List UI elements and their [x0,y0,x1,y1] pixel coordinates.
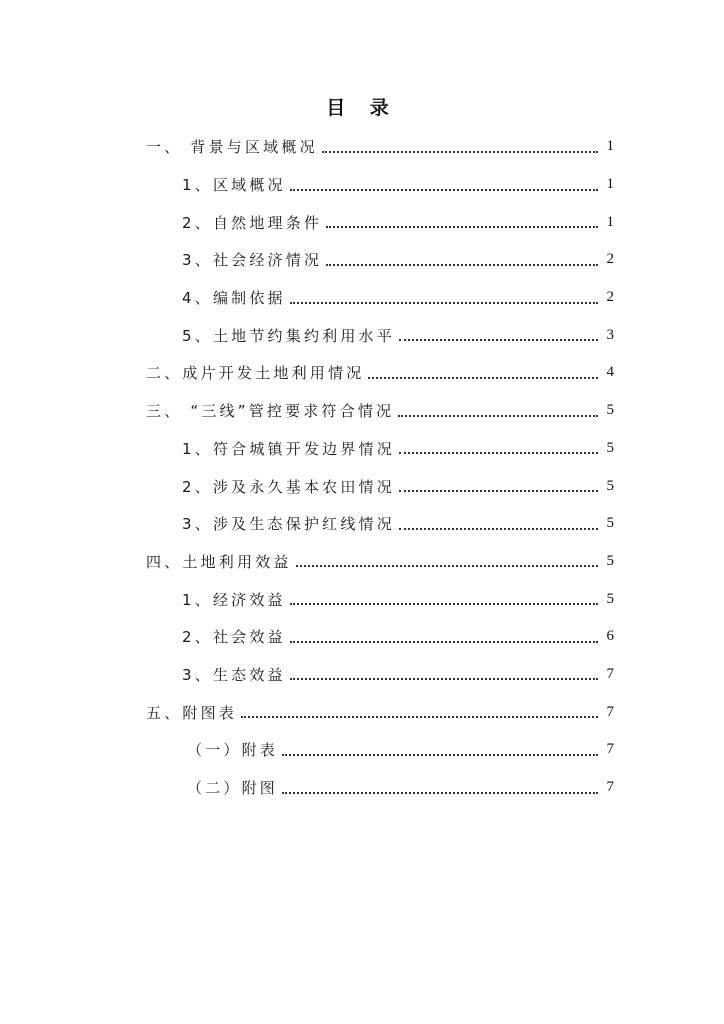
toc-dot-leader [290,189,598,191]
toc-entry-label: （二）附图 [187,779,279,798]
toc-page-number: 7 [606,665,614,682]
toc-entry-4-2[interactable] [0,618,724,656]
toc-dot-leader [399,452,598,454]
toc-page-number: 5 [606,552,614,569]
toc-entry-5-2[interactable] [0,769,724,807]
toc-entry-1-4[interactable] [0,279,724,317]
toc-entry-3-1[interactable] [0,430,724,468]
toc-entry-label: 二、成片开发土地利用情况 [146,364,365,383]
toc-entry-section-4[interactable] [0,543,724,581]
toc-entry-3-3[interactable] [0,505,724,543]
toc-dot-leader [290,603,598,605]
toc-page-number: 2 [606,251,614,268]
toc-entry-label: 1、区域概况 [182,176,286,195]
toc-dot-leader [282,754,598,756]
toc-entry-label: 三、 “三线”管控要求符合情况 [146,402,395,421]
toc-page-number: 5 [606,515,614,532]
toc-entry-section-2[interactable] [0,354,724,392]
toc-entry-label: 5、土地节约集约利用水平 [182,326,395,345]
toc-page-number: 1 [606,176,614,193]
toc-dot-leader [282,792,598,794]
toc-entry-5-1[interactable] [0,731,724,769]
toc-dot-leader [326,264,598,266]
toc-entry-label: 3、社会经济情况 [182,251,323,270]
toc-dot-leader [398,415,598,417]
toc-dot-leader [399,339,598,341]
toc-entry-4-3[interactable] [0,656,724,694]
toc-page-number: 1 [606,138,614,155]
toc-page-number: 6 [606,628,614,645]
toc-entry-label: 3、生态效益 [182,665,286,684]
toc-entry-1-3[interactable] [0,241,724,279]
toc-entry-label: 1、符合城镇开发边界情况 [182,439,395,458]
toc-dot-leader [399,528,598,530]
toc-dot-leader [399,490,598,492]
toc-entry-1-2[interactable] [0,203,724,241]
toc-entry-section-5[interactable] [0,693,724,731]
toc-entry-section-1[interactable] [0,128,724,166]
toc-dot-leader [290,641,598,643]
toc-page-number: 7 [606,779,614,796]
toc-page-number: 7 [606,741,614,758]
toc-entry-label: 四、土地利用效益 [146,552,292,571]
toc-entry-label: 一、 背景与区域概况 [146,138,318,157]
toc-dot-leader [296,565,598,567]
toc-page-number: 3 [606,326,614,343]
toc-page-number: 1 [606,213,614,230]
toc-dot-leader [290,678,598,680]
toc-title: 目 录 [326,97,398,119]
toc-dot-leader [241,716,598,718]
toc-page-number: 7 [606,703,614,720]
toc-entry-label: 2、社会效益 [182,628,286,647]
toc-dot-leader [326,226,598,228]
toc-page-number: 5 [606,402,614,419]
toc-entry-section-3[interactable] [0,392,724,430]
toc-entry-label: 3、涉及生态保护红线情况 [182,515,395,534]
toc-entry-label: （一）附表 [187,741,279,760]
toc-entry-3-2[interactable] [0,467,724,505]
toc-page-number: 5 [606,590,614,607]
toc-list [0,128,724,806]
toc-entry-label: 2、自然地理条件 [182,213,323,232]
toc-page-number: 4 [606,364,614,381]
toc-page-number: 5 [606,477,614,494]
toc-page-number: 2 [606,289,614,306]
toc-dot-leader [322,151,598,153]
toc-entry-label: 4、编制依据 [182,289,286,308]
toc-entry-label: 1、经济效益 [182,590,286,609]
toc-entry-4-1[interactable] [0,580,724,618]
toc-dot-leader [368,377,598,379]
toc-entry-1-5[interactable] [0,316,724,354]
toc-dot-leader [290,302,598,304]
toc-page-number: 5 [606,439,614,456]
toc-entry-1-1[interactable] [0,166,724,204]
toc-entry-label: 2、涉及永久基本农田情况 [182,477,395,496]
toc-entry-label: 五、附图表 [146,703,238,722]
